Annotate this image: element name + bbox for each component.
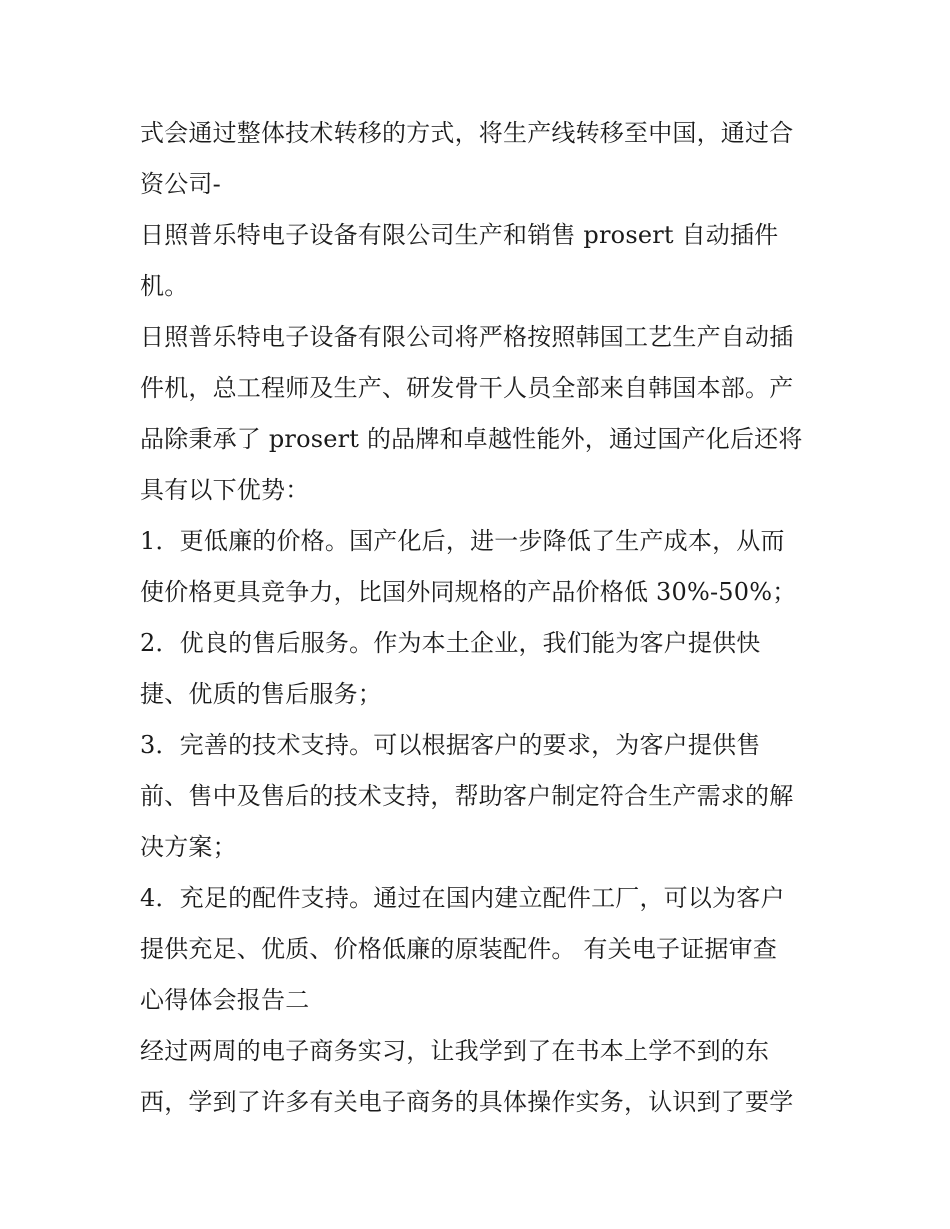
list-item-2: 2．优良的售后服务。作为本土企业，我们能为客户提供快 [140, 629, 761, 657]
text-line: 机。 [140, 272, 189, 300]
text-line: 西，学到了许多有关电子商务的具体操作实务，认识到了要学 [140, 1088, 794, 1116]
text-line: 经过两周的电子商务实习，让我学到了在书本上学不到的东 [140, 1037, 770, 1065]
section-title: 心得体会报告二 [140, 986, 310, 1014]
text-line: 前、售中及售后的技术支持，帮助客户制定符合生产需求的解 [140, 782, 794, 810]
list-item-3: 3．完善的技术支持。可以根据客户的要求，为客户提供售 [140, 731, 761, 759]
text-line: 具有以下优势： [140, 476, 310, 504]
text-line: 日照普乐特电子设备有限公司生产和销售 prosert 自动插件 [140, 221, 779, 249]
text-line: 使价格更具竞争力，比国外同规格的产品价格低 30%-50%； [140, 578, 797, 606]
list-item-1: 1．更低廉的价格。国产化后，进一步降低了生产成本，从而 [140, 527, 785, 555]
text-line: 资公司- [140, 170, 221, 198]
text-line: 提供充足、优质、价格低廉的原装配件。 有关电子证据审查 [140, 935, 778, 963]
text-line: 决方案； [140, 833, 237, 861]
list-item-4: 4．充足的配件支持。通过在国内建立配件工厂，可以为客户 [140, 884, 785, 912]
document-body [140, 108, 820, 1128]
text-line: 件机，总工程师及生产、研发骨干人员全部来自韩国本部。产 [140, 374, 794, 402]
text-line: 式会通过整体技术转移的方式，将生产线转移至中国，通过合 [140, 119, 794, 147]
text-line: 品除秉承了 prosert 的品牌和卓越性能外，通过国产化后还将 [140, 425, 803, 453]
text-line: 捷、优质的售后服务； [140, 680, 382, 708]
text-line: 日照普乐特电子设备有限公司将严格按照韩国工艺生产自动插 [140, 323, 794, 351]
